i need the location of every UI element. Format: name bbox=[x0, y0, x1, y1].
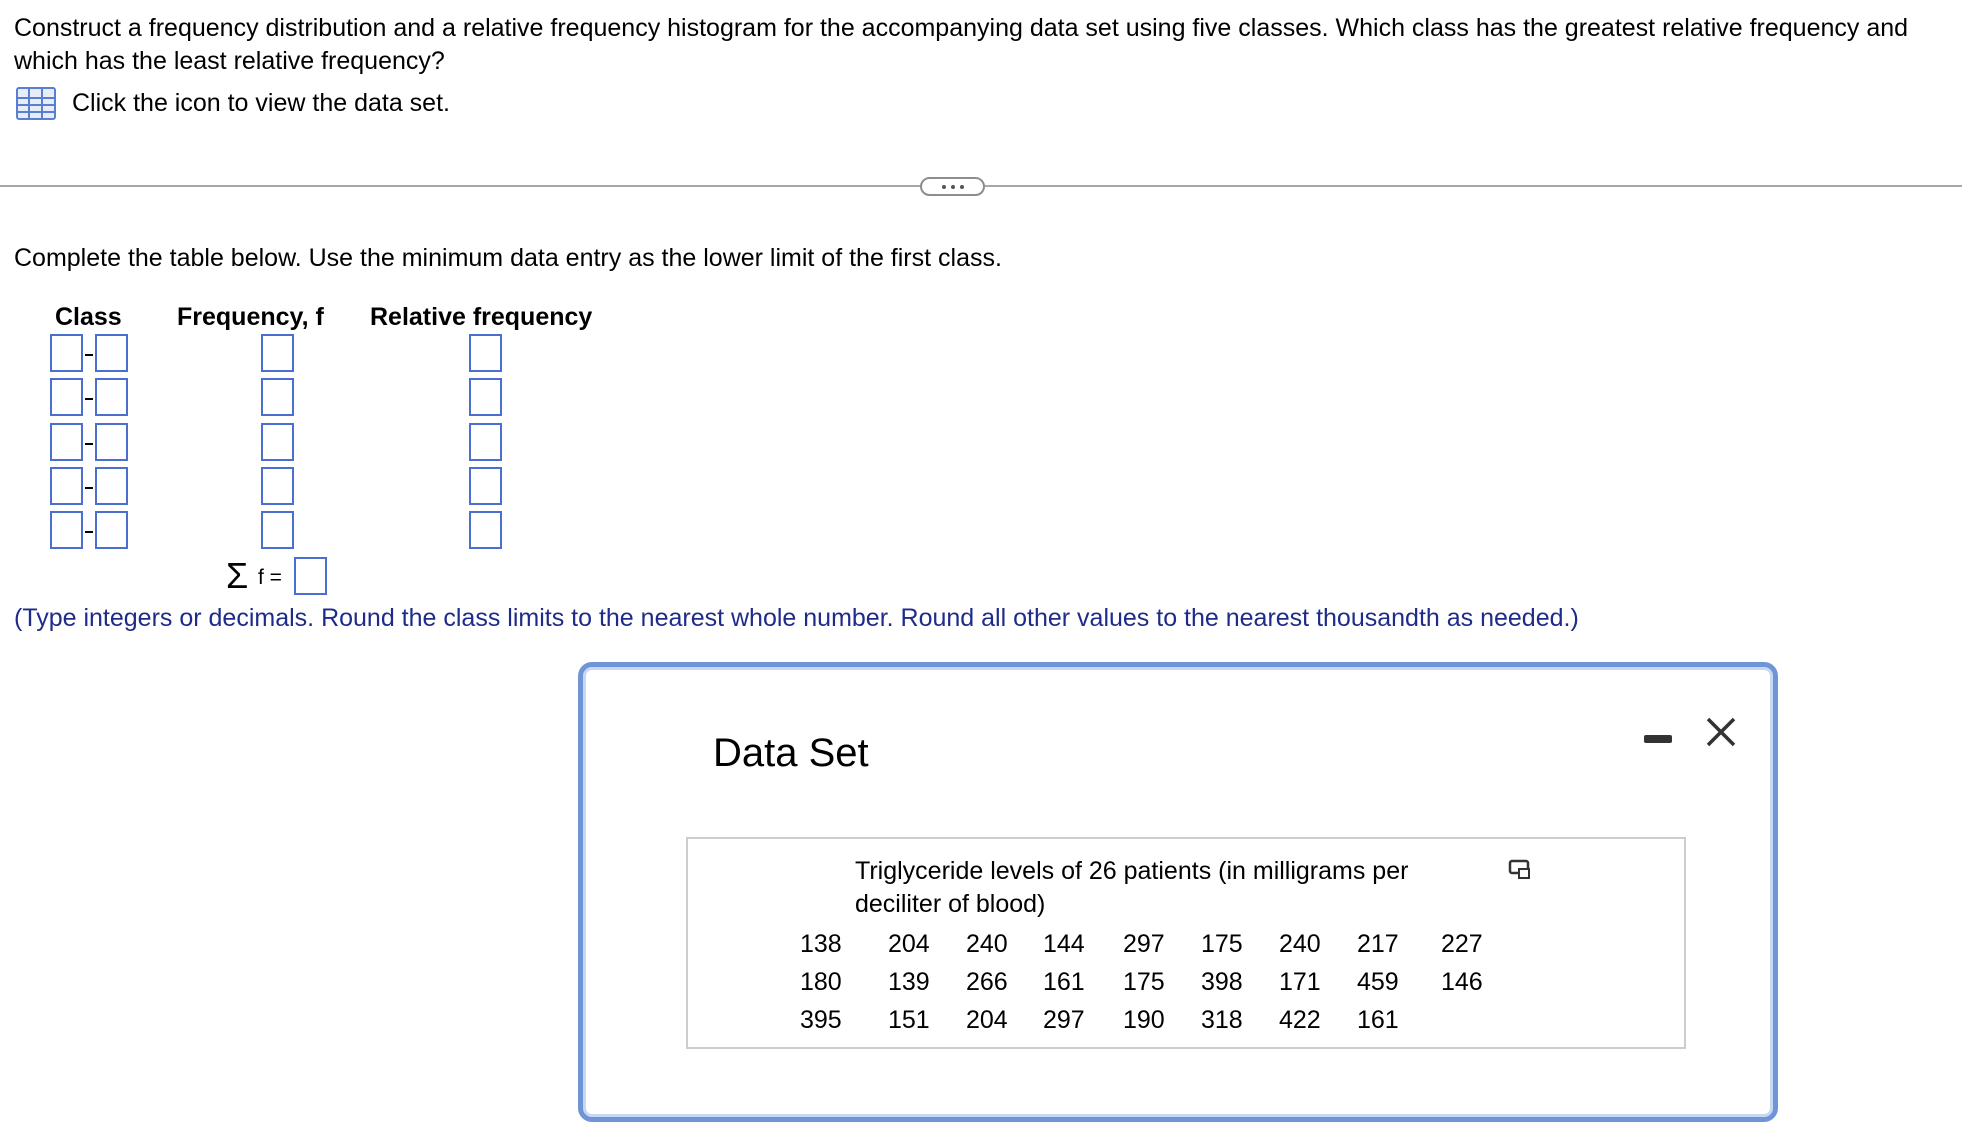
data-cell: 151 bbox=[888, 1005, 930, 1034]
class-dash bbox=[85, 531, 93, 533]
class-dash bbox=[85, 443, 93, 445]
data-cell: 422 bbox=[1279, 1005, 1321, 1034]
data-cell: 459 bbox=[1357, 967, 1399, 996]
view-dataset-link[interactable] bbox=[16, 86, 450, 120]
dataset-link-label[interactable]: Click the icon to view the data set. bbox=[72, 88, 450, 117]
class-upper-input[interactable] bbox=[95, 467, 128, 505]
data-cell: 171 bbox=[1279, 967, 1321, 996]
relative-frequency-column-header: Relative frequency bbox=[370, 303, 593, 331]
frequency-column-header: Frequency, f bbox=[177, 303, 324, 331]
data-cell: 190 bbox=[1123, 1005, 1165, 1034]
popup-title: Data Set bbox=[713, 731, 869, 775]
frequency-input[interactable] bbox=[261, 378, 294, 416]
sigma-symbol: Σ bbox=[226, 555, 249, 596]
relative-frequency-input[interactable] bbox=[469, 511, 502, 549]
data-cell: 297 bbox=[1043, 1005, 1085, 1034]
data-cell: 139 bbox=[888, 967, 930, 996]
question-text: Construct a frequency distribution and a relative frequency histogram for the accompanying data set using five classes. Which class has the greatest relative frequency and which has the least relative frequency? bbox=[14, 14, 1909, 75]
expand-more-button[interactable] bbox=[920, 177, 985, 196]
frequency-input[interactable] bbox=[261, 423, 294, 461]
class-upper-input[interactable] bbox=[95, 334, 128, 372]
class-dash bbox=[85, 487, 93, 489]
class-lower-input[interactable] bbox=[50, 334, 83, 372]
sum-label: f = bbox=[258, 566, 282, 589]
minimize-button[interactable] bbox=[1644, 722, 1674, 752]
data-cell: 297 bbox=[1123, 929, 1165, 958]
copy-icon[interactable] bbox=[1508, 859, 1534, 883]
data-cell: 161 bbox=[1357, 1005, 1399, 1034]
class-upper-input[interactable] bbox=[95, 378, 128, 416]
relative-frequency-input[interactable] bbox=[469, 334, 502, 372]
relative-frequency-input[interactable] bbox=[469, 378, 502, 416]
class-column-header: Class bbox=[55, 303, 122, 331]
class-upper-input[interactable] bbox=[95, 511, 128, 549]
data-cell: 217 bbox=[1357, 929, 1399, 958]
class-dash bbox=[85, 354, 93, 356]
relative-frequency-input[interactable] bbox=[469, 423, 502, 461]
frequency-input[interactable] bbox=[261, 334, 294, 372]
data-cell: 161 bbox=[1043, 967, 1085, 996]
table-grid-icon[interactable] bbox=[16, 87, 56, 120]
data-cell: 146 bbox=[1441, 967, 1483, 996]
close-icon bbox=[1703, 714, 1739, 750]
data-table bbox=[800, 925, 1501, 1039]
data-cell: 180 bbox=[800, 967, 842, 996]
data-cell: 398 bbox=[1201, 967, 1243, 996]
dataset-popup bbox=[578, 662, 1778, 1122]
data-cell: 240 bbox=[1279, 929, 1321, 958]
data-cell: 138 bbox=[800, 929, 842, 958]
class-upper-input[interactable] bbox=[95, 423, 128, 461]
data-cell: 227 bbox=[1441, 929, 1483, 958]
data-row bbox=[800, 963, 1501, 1001]
class-lower-input[interactable] bbox=[50, 423, 83, 461]
data-cell bbox=[1441, 1001, 1501, 1039]
frequency-input[interactable] bbox=[261, 511, 294, 549]
frequency-input[interactable] bbox=[261, 467, 294, 505]
data-row bbox=[800, 1001, 1501, 1039]
data-row bbox=[800, 925, 1501, 963]
close-button[interactable] bbox=[1703, 714, 1739, 750]
data-cell: 266 bbox=[966, 967, 1008, 996]
class-lower-input[interactable] bbox=[50, 378, 83, 416]
rounding-note: (Type integers or decimals. Round the class limits to the nearest whole number. Round all other values to the nearest thousandth as needed.) bbox=[14, 604, 1579, 632]
class-lower-input[interactable] bbox=[50, 467, 83, 505]
frequency-sum-input[interactable] bbox=[294, 557, 327, 595]
data-caption: Triglyceride levels of 26 patients (in milligrams per deciliter of blood) bbox=[855, 857, 1409, 918]
data-panel bbox=[686, 837, 1686, 1049]
data-cell: 175 bbox=[1123, 967, 1165, 996]
minimize-icon bbox=[1644, 735, 1672, 743]
data-cell: 175 bbox=[1201, 929, 1243, 958]
class-dash bbox=[85, 398, 93, 400]
data-cell: 395 bbox=[800, 1005, 842, 1034]
instruction-text: Complete the table below. Use the minimum data entry as the lower limit of the first class. bbox=[14, 244, 1002, 272]
data-cell: 240 bbox=[966, 929, 1008, 958]
class-lower-input[interactable] bbox=[50, 511, 83, 549]
data-cell: 318 bbox=[1201, 1005, 1243, 1034]
relative-frequency-input[interactable] bbox=[469, 467, 502, 505]
data-cell: 204 bbox=[966, 1005, 1008, 1034]
data-cell: 144 bbox=[1043, 929, 1085, 958]
data-cell: 204 bbox=[888, 929, 930, 958]
